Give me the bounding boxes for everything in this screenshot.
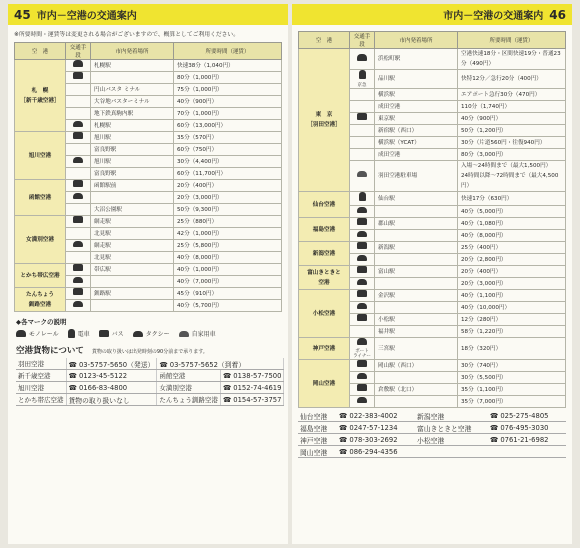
bus-icon bbox=[357, 360, 367, 367]
table-row bbox=[299, 192, 566, 206]
departure-place: 帯広駅 bbox=[91, 264, 174, 276]
transport-mode bbox=[350, 230, 375, 242]
departure-place: 福井駅 bbox=[375, 326, 458, 338]
airport-name: 新千歳空港 bbox=[16, 370, 66, 382]
table-row bbox=[299, 242, 566, 254]
table-row bbox=[15, 180, 282, 192]
departure-place: 金沢駅 bbox=[375, 290, 458, 302]
departure-place: 網走駅 bbox=[91, 240, 174, 252]
airport-name: 神戸空港 bbox=[298, 434, 337, 446]
departure-place: 旭川駅 bbox=[91, 156, 174, 168]
train-icon bbox=[359, 70, 366, 79]
departure-place: 札幌駅 bbox=[91, 60, 174, 72]
travel-time: 35分（7,000円） bbox=[458, 396, 566, 408]
phone-number: ☎ 0138-57-7500 bbox=[220, 370, 284, 382]
legend-items bbox=[16, 329, 282, 338]
departure-place: 札幌駅 bbox=[91, 120, 174, 132]
transport-mode bbox=[350, 206, 375, 218]
departure-place: 新宿駅（西口） bbox=[375, 125, 458, 137]
travel-time: 40分（8,000円） bbox=[458, 230, 566, 242]
transport-mode bbox=[350, 278, 375, 290]
travel-time: 快速38分（1,040円） bbox=[174, 60, 282, 72]
table-row bbox=[15, 264, 282, 276]
bus-icon bbox=[357, 242, 367, 249]
airport-name: 女満別空港 bbox=[15, 216, 66, 264]
column-header: 交通手段 bbox=[66, 43, 91, 60]
airport-name: 女満別空港 bbox=[157, 382, 221, 394]
airport-name: 神戸空港 bbox=[299, 338, 350, 360]
airport-name: とかち帯広空港 bbox=[15, 264, 66, 288]
transport-mode bbox=[350, 242, 375, 254]
cargo-note: 貨物の取り扱いは出発時刻の90分前まで承ります。 bbox=[91, 349, 208, 355]
travel-time: 20分（400円） bbox=[458, 266, 566, 278]
transport-mode bbox=[350, 89, 375, 101]
cargo-title: 空港貨物について bbox=[16, 346, 84, 356]
transport-mode bbox=[66, 180, 91, 192]
transport-mode bbox=[350, 396, 375, 408]
right-transport-table bbox=[298, 31, 566, 408]
travel-time: 20分（3,000円） bbox=[174, 192, 282, 204]
departure-place: 新潟駅 bbox=[375, 242, 458, 254]
departure-place: 旭川駅 bbox=[91, 132, 174, 144]
cargo-contact-table bbox=[16, 358, 284, 406]
phone-number: ☎ 03-5757-5650（発送） bbox=[66, 358, 157, 370]
airport-name: 仙台空港 bbox=[298, 410, 337, 422]
airport-name: たんちょう釧路空港 bbox=[157, 394, 221, 406]
transport-mode bbox=[350, 149, 375, 161]
travel-time: 40分（5,700円） bbox=[174, 300, 282, 312]
transport-mode bbox=[66, 216, 91, 228]
travel-time: 40分（900円） bbox=[458, 113, 566, 125]
bus-icon bbox=[357, 218, 367, 225]
cargo-row bbox=[16, 382, 284, 394]
cargo-row bbox=[16, 394, 284, 406]
departure-place bbox=[91, 300, 174, 312]
taxi-icon bbox=[357, 397, 367, 403]
transport-mode bbox=[350, 326, 375, 338]
departure-place bbox=[375, 372, 458, 384]
travel-time: エアポート急行30分（470円） bbox=[458, 89, 566, 101]
airport-name: 新潟空港 bbox=[415, 410, 488, 422]
departure-place: 大沼公園駅 bbox=[91, 204, 174, 216]
airport-name: 札 幌 ［新千歳空港］ bbox=[15, 60, 66, 132]
transport-mode bbox=[66, 72, 91, 84]
transport-mode bbox=[66, 204, 91, 216]
bus-icon bbox=[73, 132, 83, 139]
transport-mode bbox=[350, 161, 375, 192]
travel-time: 80分（3,000円） bbox=[458, 149, 566, 161]
transport-mode bbox=[350, 314, 375, 326]
table-row bbox=[15, 60, 282, 72]
phone-number: ☎ 0166-83-4800 bbox=[66, 382, 157, 394]
airport-name: 小松空港 bbox=[415, 434, 488, 446]
transport-mode bbox=[350, 70, 375, 89]
phone-number: ☎ 0247-57-1234 bbox=[337, 422, 415, 434]
bus-icon bbox=[73, 180, 83, 187]
transport-mode bbox=[66, 276, 91, 288]
airport-name: 富山きときと空港 bbox=[415, 422, 488, 434]
page-title: 市内－空港の交通案内 bbox=[443, 11, 544, 22]
transport-mode bbox=[350, 338, 375, 360]
travel-time: 20分（3,000円） bbox=[458, 278, 566, 290]
transport-mode bbox=[350, 266, 375, 278]
cargo-row bbox=[16, 358, 284, 370]
table-row bbox=[299, 360, 566, 372]
travel-time: 50分（9,300円） bbox=[174, 204, 282, 216]
table-row bbox=[299, 290, 566, 302]
mode-label: ポート ライナー bbox=[353, 349, 371, 359]
airport-name: とかち帯広空港 bbox=[16, 394, 66, 406]
transport-mode bbox=[350, 360, 375, 372]
departure-place: 成田空港 bbox=[375, 101, 458, 113]
departure-place: 北見駅 bbox=[91, 252, 174, 264]
travel-time: 40分（1,000円） bbox=[174, 264, 282, 276]
transport-mode bbox=[350, 49, 375, 70]
travel-time: 25分（880円） bbox=[174, 216, 282, 228]
train-icon bbox=[68, 329, 75, 338]
airport-name: 旭川空港 bbox=[15, 132, 66, 180]
departure-place: 富良野駅 bbox=[91, 168, 174, 180]
rail-icon bbox=[357, 54, 367, 61]
transport-mode bbox=[66, 300, 91, 312]
right-page-header bbox=[292, 4, 572, 25]
column-header: 所要時間（運賃） bbox=[174, 43, 282, 60]
airport-name bbox=[415, 446, 488, 458]
airport-name: 富山きときと 空港 bbox=[299, 266, 350, 290]
taxi-icon bbox=[73, 193, 83, 199]
travel-time: 40分（5,000円） bbox=[458, 206, 566, 218]
bus-icon bbox=[357, 314, 367, 321]
travel-time: 20分（400円） bbox=[174, 180, 282, 192]
disclaimer-note: ※所要時間・運賃等は変更される場合がございますので、概算としてご利用ください。 bbox=[14, 32, 240, 38]
contact-row bbox=[298, 410, 566, 422]
table-row bbox=[15, 288, 282, 300]
taxi-icon bbox=[73, 157, 83, 163]
transport-mode bbox=[350, 254, 375, 266]
table-header-row bbox=[15, 43, 282, 60]
departure-place: 富山駅 bbox=[375, 266, 458, 278]
page-number: 46 bbox=[549, 7, 566, 22]
transport-mode bbox=[66, 264, 91, 276]
legend-label: タクシー bbox=[145, 331, 170, 338]
bus-icon bbox=[357, 384, 367, 391]
travel-time: 42分（1,000円） bbox=[174, 228, 282, 240]
taxi-icon bbox=[357, 255, 367, 261]
travel-time: 40分（1,100円） bbox=[458, 290, 566, 302]
departure-place: 仙台駅 bbox=[375, 192, 458, 206]
travel-time: 30分（740円） bbox=[458, 360, 566, 372]
airport-name: 函館空港 bbox=[157, 370, 221, 382]
travel-time: 80分（1,000円） bbox=[174, 72, 282, 84]
transport-mode bbox=[350, 125, 375, 137]
bus-icon bbox=[73, 72, 83, 79]
airport-name: 岡山空港 bbox=[298, 446, 337, 458]
bus-icon bbox=[357, 290, 367, 297]
phone-number: ☎ 0152-74-4619 bbox=[220, 382, 284, 394]
travel-time: 30分（片道560円・往復940円） bbox=[458, 137, 566, 149]
airport-name: 岡山空港 bbox=[299, 360, 350, 408]
airport-name: 仙台空港 bbox=[299, 192, 350, 218]
phone-number: ☎ 0154-57-3757 bbox=[220, 394, 284, 406]
taxi-icon bbox=[357, 279, 367, 285]
departure-place bbox=[91, 192, 174, 204]
table-header-row bbox=[299, 32, 566, 49]
car-icon bbox=[179, 331, 189, 337]
column-header: 空 港 bbox=[15, 43, 66, 60]
departure-place bbox=[375, 206, 458, 218]
airport-name: 福島空港 bbox=[298, 422, 337, 434]
departure-place: 成田空港 bbox=[375, 149, 458, 161]
departure-place: 浜松町駅 bbox=[375, 49, 458, 70]
departure-place bbox=[375, 396, 458, 408]
travel-time: 40分（7,000円） bbox=[174, 276, 282, 288]
transport-mode bbox=[350, 113, 375, 125]
travel-time: 30分（5,500円） bbox=[458, 372, 566, 384]
phone-number: ☎ 076-495-3030 bbox=[488, 422, 566, 434]
airport-name: たんちょう 釧路空港 bbox=[15, 288, 66, 312]
travel-time: 25分（5,800円） bbox=[174, 240, 282, 252]
transport-mode bbox=[350, 290, 375, 302]
phone-number: 貨物の取り扱いなし bbox=[66, 394, 157, 406]
taxi-icon bbox=[73, 301, 83, 307]
departure-place: 円山バスタ ミナル bbox=[91, 84, 174, 96]
taxi-icon bbox=[357, 303, 367, 309]
transport-mode bbox=[66, 144, 91, 156]
travel-time: 45分（910円） bbox=[174, 288, 282, 300]
bus-icon bbox=[357, 266, 367, 273]
table-row bbox=[15, 132, 282, 144]
departure-place: 富良野駅 bbox=[91, 144, 174, 156]
transport-mode bbox=[66, 192, 91, 204]
phone-number: ☎ 022-383-4002 bbox=[337, 410, 415, 422]
departure-place bbox=[375, 302, 458, 314]
right-page bbox=[292, 4, 572, 544]
departure-place: 岡山駅（西口） bbox=[375, 360, 458, 372]
travel-time: 70分（1,000円） bbox=[174, 108, 282, 120]
column-header: 所要時間（運賃） bbox=[458, 32, 566, 49]
travel-time: 快速17分（630円） bbox=[458, 192, 566, 206]
bus-icon bbox=[73, 264, 83, 271]
travel-time: 20分（2,800円） bbox=[458, 254, 566, 266]
cargo-row bbox=[16, 370, 284, 382]
monorail-icon bbox=[16, 330, 26, 337]
travel-time: 18分（320円） bbox=[458, 338, 566, 360]
car-icon bbox=[357, 171, 367, 177]
travel-time: 快特12分／急行20分（400円） bbox=[458, 70, 566, 89]
travel-time: 40分（900円） bbox=[174, 96, 282, 108]
taxi-icon bbox=[133, 331, 143, 337]
rail-icon bbox=[73, 60, 83, 67]
airport-name: 小松空港 bbox=[299, 290, 350, 338]
phone-number: ☎ 025-275-4805 bbox=[488, 410, 566, 422]
phone-number: ☎ 0761-21-6982 bbox=[488, 434, 566, 446]
transport-mode bbox=[66, 288, 91, 300]
transport-mode bbox=[350, 137, 375, 149]
taxi-icon bbox=[73, 241, 83, 247]
transport-mode bbox=[350, 384, 375, 396]
taxi-icon bbox=[357, 373, 367, 379]
travel-time: 40分（10,000円） bbox=[458, 302, 566, 314]
transport-mode bbox=[66, 156, 91, 168]
departure-place: 大谷地バスターミナル bbox=[91, 96, 174, 108]
legend-label: モノレール bbox=[29, 331, 59, 338]
train-icon bbox=[359, 192, 366, 201]
left-page-header bbox=[8, 4, 288, 25]
travel-time: 58分（1,220円） bbox=[458, 326, 566, 338]
transport-mode bbox=[350, 218, 375, 230]
phone-number: ☎ 0123-45-5122 bbox=[66, 370, 157, 382]
departure-place bbox=[91, 276, 174, 288]
taxi-icon bbox=[357, 207, 367, 213]
departure-place bbox=[375, 254, 458, 266]
transport-mode bbox=[66, 168, 91, 180]
travel-time: 75分（1,000円） bbox=[174, 84, 282, 96]
phone-number: ☎ 078-303-2692 bbox=[337, 434, 415, 446]
departure-place bbox=[91, 72, 174, 84]
rail-icon bbox=[357, 338, 367, 345]
legend-title: ◆各マークの説明 bbox=[16, 318, 67, 326]
departure-place: 横浜駅 bbox=[375, 89, 458, 101]
transport-mode bbox=[350, 192, 375, 206]
airport-name: 福島空港 bbox=[299, 218, 350, 242]
transport-mode bbox=[66, 252, 91, 264]
column-header: 空 港 bbox=[299, 32, 350, 49]
column-header: 市内発着場所 bbox=[375, 32, 458, 49]
legend-label: バス bbox=[111, 331, 124, 338]
travel-time: 40分（1,080円） bbox=[458, 218, 566, 230]
travel-time: 12分（280円） bbox=[458, 314, 566, 326]
transport-mode bbox=[350, 302, 375, 314]
departure-place bbox=[375, 278, 458, 290]
mode-legend bbox=[16, 317, 282, 338]
cargo-section bbox=[16, 344, 282, 406]
table-row bbox=[299, 218, 566, 230]
bus-icon bbox=[73, 288, 83, 295]
bus-icon bbox=[357, 113, 367, 120]
transport-mode bbox=[66, 84, 91, 96]
departure-place: 郡山駅 bbox=[375, 218, 458, 230]
airport-name: 羽田空港 bbox=[16, 358, 66, 370]
table-row bbox=[299, 49, 566, 70]
transport-mode bbox=[66, 60, 91, 72]
transport-mode bbox=[66, 96, 91, 108]
mode-label: 京急 bbox=[357, 83, 367, 88]
airport-contact-table bbox=[298, 410, 566, 458]
taxi-icon bbox=[357, 231, 367, 237]
legend-label: 自家用車 bbox=[191, 331, 216, 338]
bus-icon bbox=[73, 216, 83, 223]
travel-time: 入場～24時間まで（最大1,500円） 24時間以降～72時間まで（最大4,500円） bbox=[458, 161, 566, 192]
transport-mode bbox=[350, 372, 375, 384]
left-page bbox=[8, 4, 288, 544]
departure-place: 小松駅 bbox=[375, 314, 458, 326]
airport-name: 函館空港 bbox=[15, 180, 66, 216]
travel-time: 60分（11,700円） bbox=[174, 168, 282, 180]
page-number: 45 bbox=[14, 7, 31, 22]
departure-place: 釧路駅 bbox=[91, 288, 174, 300]
departure-place: 羽田空港駐車場 bbox=[375, 161, 458, 192]
taxi-icon bbox=[73, 121, 83, 127]
phone-number: ☎ 086-294-4356 bbox=[337, 446, 415, 458]
column-header: 交通手段 bbox=[350, 32, 375, 49]
departure-place: 地下鉄真駒内駅 bbox=[91, 108, 174, 120]
page-title: 市内－空港の交通案内 bbox=[36, 11, 137, 22]
transport-mode bbox=[66, 132, 91, 144]
contact-row bbox=[298, 422, 566, 434]
departure-place: 品川駅 bbox=[375, 70, 458, 89]
table-row bbox=[299, 266, 566, 278]
departure-place bbox=[375, 230, 458, 242]
departure-place: 三宮駅 bbox=[375, 338, 458, 360]
table-row bbox=[299, 338, 566, 360]
legend-label: 電車 bbox=[77, 331, 90, 338]
contact-row bbox=[298, 434, 566, 446]
travel-time: 25分（400円） bbox=[458, 242, 566, 254]
departure-place: 東京駅 bbox=[375, 113, 458, 125]
transport-mode bbox=[66, 108, 91, 120]
bus-icon bbox=[99, 330, 109, 337]
contact-row bbox=[298, 446, 566, 458]
travel-time: 110分（1,740円） bbox=[458, 101, 566, 113]
travel-time: 60分（750円） bbox=[174, 144, 282, 156]
phone-number bbox=[488, 446, 566, 458]
travel-time: 30分（4,400円） bbox=[174, 156, 282, 168]
departure-place: 北見駅 bbox=[91, 228, 174, 240]
transport-mode bbox=[66, 228, 91, 240]
departure-place: 網走駅 bbox=[91, 216, 174, 228]
phone-number: ☎ 03-5757-5652（到着） bbox=[157, 358, 284, 370]
departure-place: 函館駅前 bbox=[91, 180, 174, 192]
transport-mode bbox=[350, 101, 375, 113]
travel-time: 50分（1,200円） bbox=[458, 125, 566, 137]
column-header: 市内発着場所 bbox=[91, 43, 174, 60]
transport-mode bbox=[66, 240, 91, 252]
departure-place: 横浜駅（YCAT） bbox=[375, 137, 458, 149]
airport-name: 旭川空港 bbox=[16, 382, 66, 394]
travel-time: 空港快速18分・区間快速19分・普通23分（490円） bbox=[458, 49, 566, 70]
left-transport-table bbox=[14, 42, 282, 312]
table-row bbox=[15, 216, 282, 228]
taxi-icon bbox=[73, 277, 83, 283]
travel-time: 35分（1,100円） bbox=[458, 384, 566, 396]
travel-time: 35分（570円） bbox=[174, 132, 282, 144]
transport-mode bbox=[66, 120, 91, 132]
airport-name: 新潟空港 bbox=[299, 242, 350, 266]
departure-place: 倉敷駅（北口） bbox=[375, 384, 458, 396]
travel-time: 60分（13,000円） bbox=[174, 120, 282, 132]
airport-name: 東 京 ［羽田空港］ bbox=[299, 49, 350, 192]
travel-time: 40分（8,000円） bbox=[174, 252, 282, 264]
